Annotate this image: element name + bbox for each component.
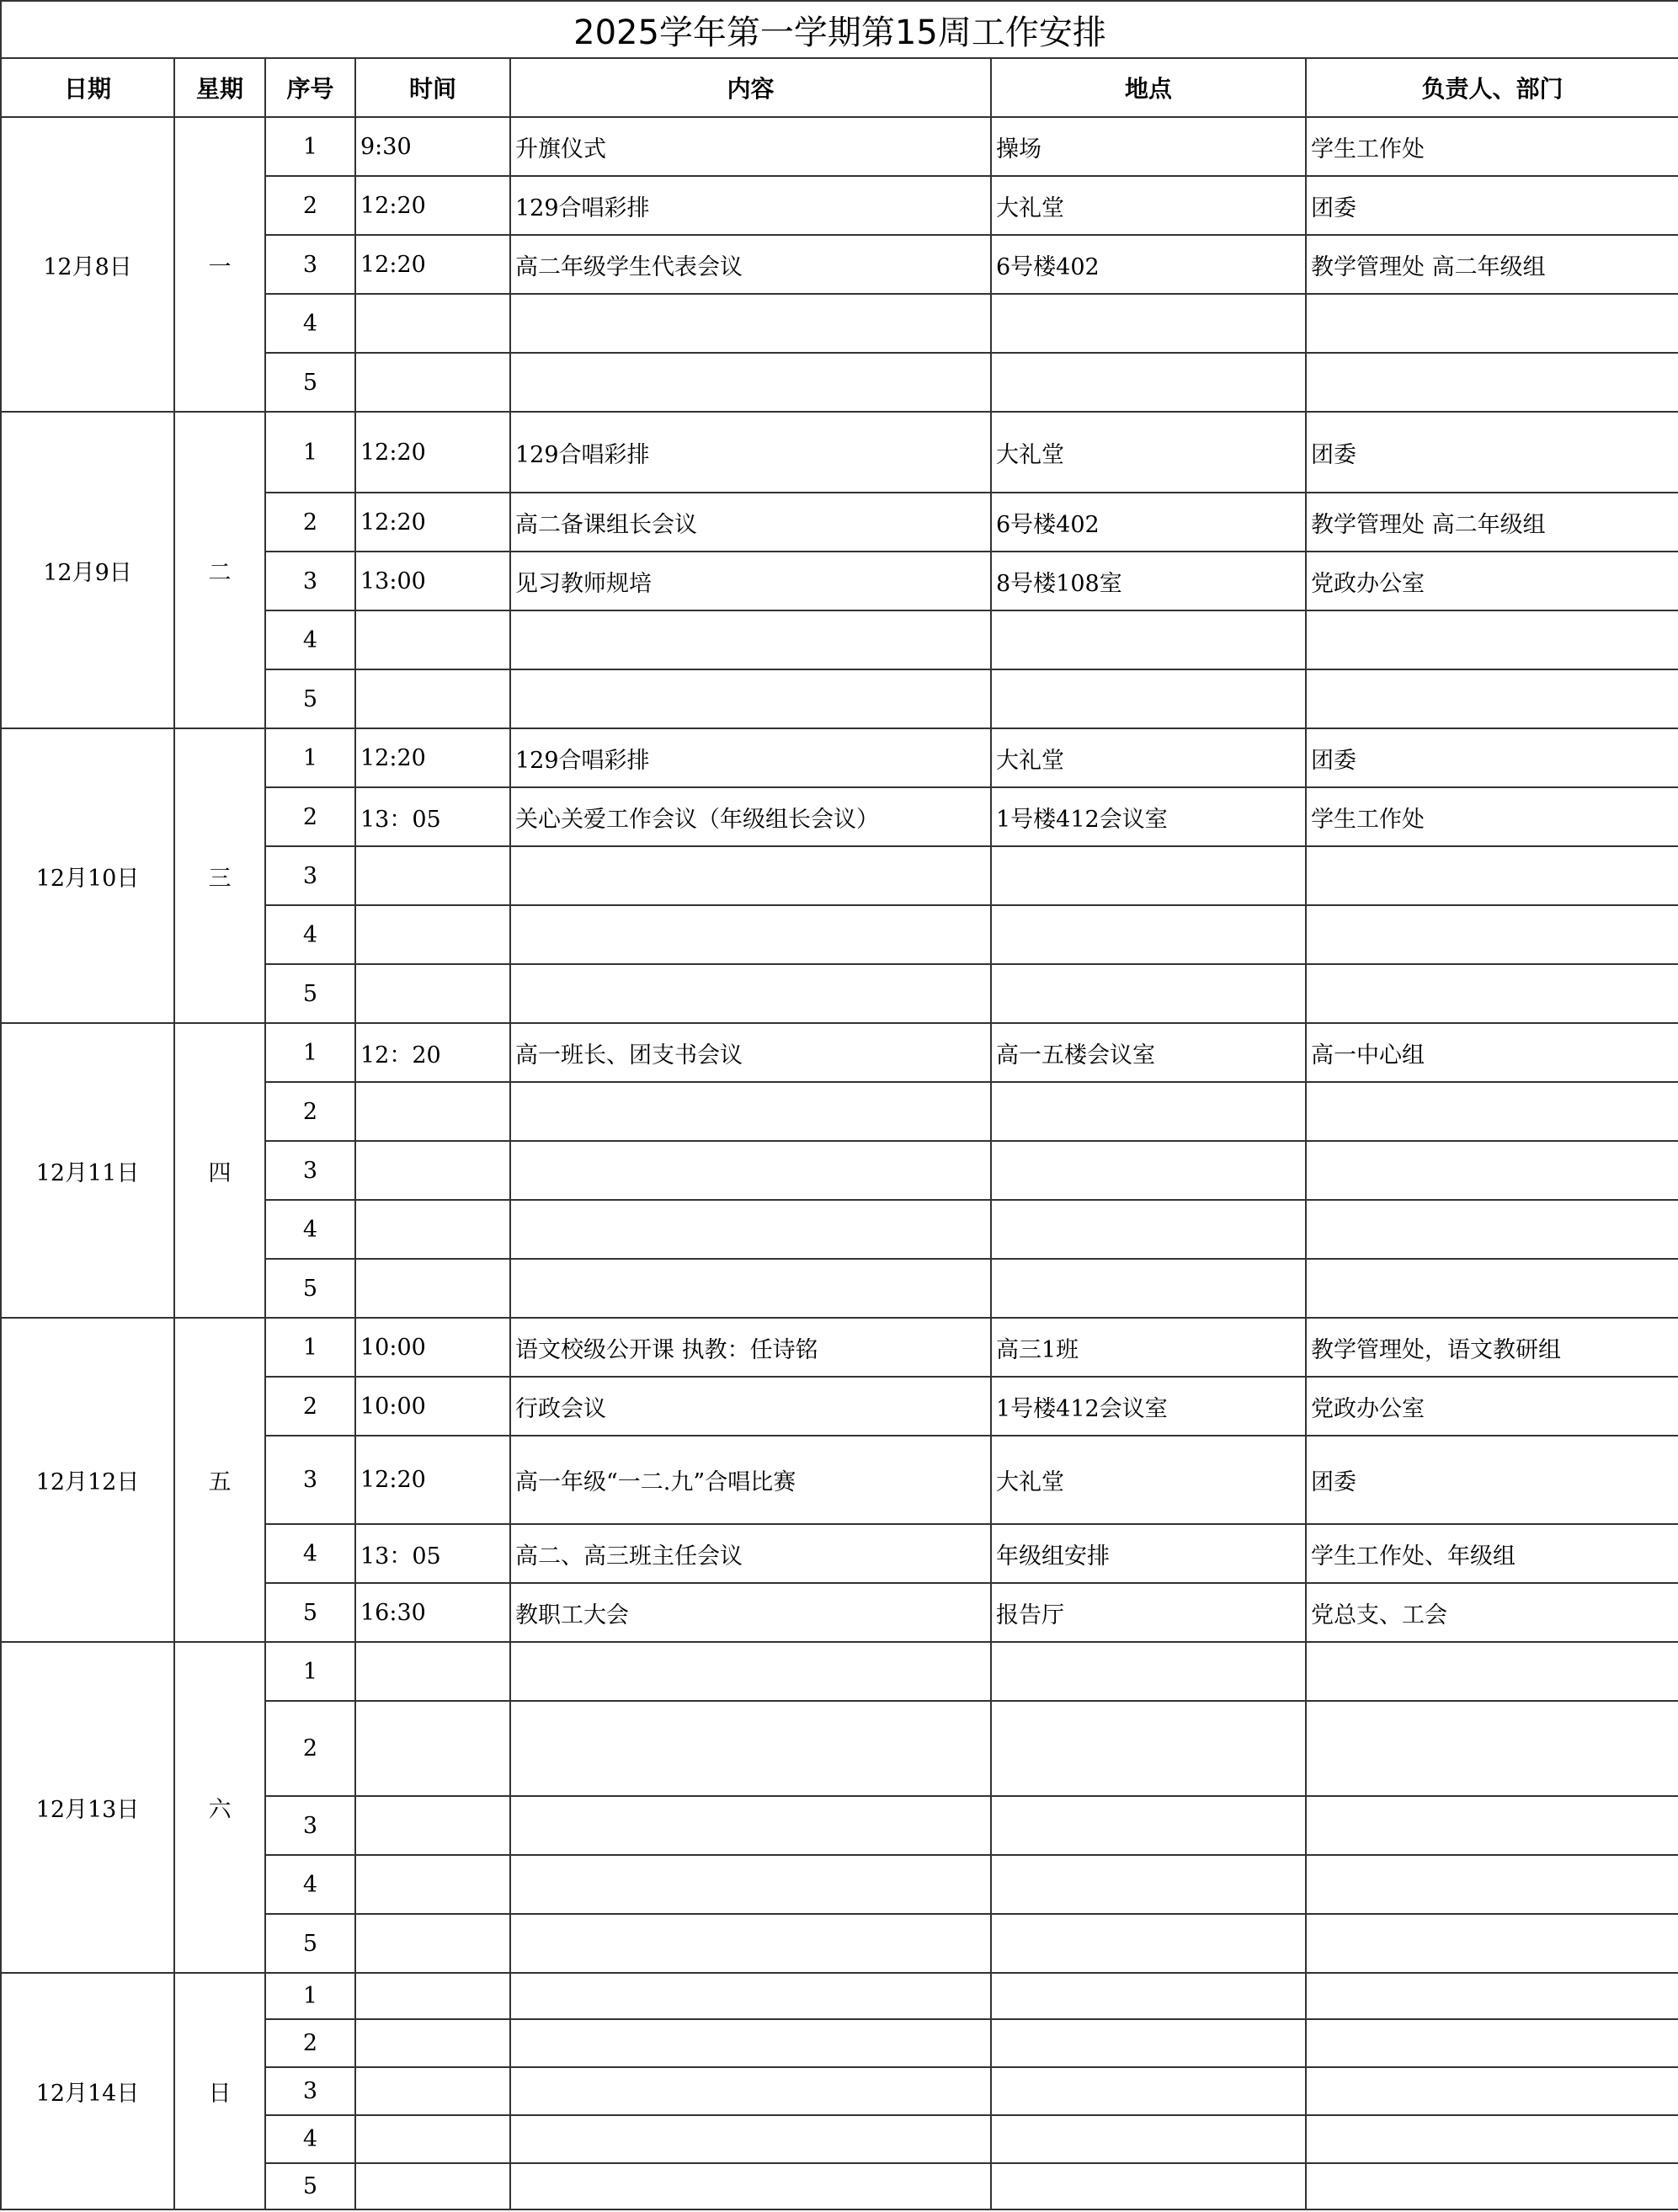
owner-cell: 团委 xyxy=(1306,1436,1678,1524)
date-cell: 12月13日 xyxy=(1,1642,174,1973)
content-cell: 行政会议 xyxy=(510,1377,991,1436)
date-cell: 12月9日 xyxy=(1,412,174,728)
content-cell xyxy=(510,1973,991,2019)
location-cell: 操场 xyxy=(991,117,1306,176)
location-cell xyxy=(991,1701,1306,1796)
content-cell: 高二年级学生代表会议 xyxy=(510,235,991,294)
location-cell: 高一五楼会议室 xyxy=(991,1023,1306,1082)
seq-cell: 4 xyxy=(265,1200,355,1259)
seq-cell: 3 xyxy=(265,235,355,294)
owner-cell xyxy=(1306,1701,1678,1796)
owner-cell xyxy=(1306,1082,1678,1141)
time-cell xyxy=(355,1141,510,1200)
location-cell xyxy=(991,1082,1306,1141)
seq-cell: 2 xyxy=(265,787,355,846)
location-cell xyxy=(991,1259,1306,1318)
content-cell xyxy=(510,1701,991,1796)
content-cell: 129合唱彩排 xyxy=(510,728,991,787)
content-cell: 升旗仪式 xyxy=(510,117,991,176)
location-cell: 1号楼412会议室 xyxy=(991,1377,1306,1436)
seq-cell: 1 xyxy=(265,1642,355,1701)
time-cell xyxy=(355,905,510,964)
seq-cell: 5 xyxy=(265,964,355,1023)
location-cell: 6号楼402 xyxy=(991,235,1306,294)
location-cell xyxy=(991,294,1306,353)
content-cell: 高二备课组长会议 xyxy=(510,493,991,552)
table-row xyxy=(1,1023,1678,1082)
schedule-body xyxy=(1,117,1678,2209)
seq-cell: 1 xyxy=(265,1318,355,1377)
owner-cell xyxy=(1306,669,1678,728)
location-cell xyxy=(991,1796,1306,1855)
owner-cell xyxy=(1306,1141,1678,1200)
time-cell xyxy=(355,1701,510,1796)
time-cell: 12:20 xyxy=(355,728,510,787)
table-row xyxy=(1,1973,1678,2019)
content-cell xyxy=(510,1855,991,1914)
content-cell: 高一班长、团支书会议 xyxy=(510,1023,991,1082)
table-row xyxy=(1,412,1678,493)
table-row xyxy=(1,1318,1678,1377)
seq-cell: 3 xyxy=(265,846,355,905)
content-cell xyxy=(510,2163,991,2209)
owner-cell xyxy=(1306,964,1678,1023)
location-cell: 大礼堂 xyxy=(991,176,1306,235)
content-cell xyxy=(510,2067,991,2115)
date-cell: 12月8日 xyxy=(1,117,174,412)
time-cell: 13：05 xyxy=(355,787,510,846)
owner-cell: 学生工作处、年级组 xyxy=(1306,1524,1678,1583)
location-cell: 报告厅 xyxy=(991,1583,1306,1642)
time-cell: 16:30 xyxy=(355,1583,510,1642)
owner-cell xyxy=(1306,1259,1678,1318)
owner-cell: 教学管理处 高二年级组 xyxy=(1306,493,1678,552)
location-cell xyxy=(991,2019,1306,2067)
time-cell xyxy=(355,1200,510,1259)
content-cell: 见习教师规培 xyxy=(510,552,991,610)
time-cell xyxy=(355,1796,510,1855)
time-cell xyxy=(355,2115,510,2163)
owner-cell xyxy=(1306,2067,1678,2115)
content-cell xyxy=(510,964,991,1023)
owner-cell xyxy=(1306,1200,1678,1259)
seq-cell: 3 xyxy=(265,1436,355,1524)
owner-cell: 教学管理处，语文教研组 xyxy=(1306,1318,1678,1377)
content-cell: 语文校级公开课 执教：任诗铭 xyxy=(510,1318,991,1377)
date-cell: 12月12日 xyxy=(1,1318,174,1642)
location-cell: 大礼堂 xyxy=(991,728,1306,787)
content-cell xyxy=(510,1796,991,1855)
time-cell: 10:00 xyxy=(355,1377,510,1436)
owner-cell: 党政办公室 xyxy=(1306,552,1678,610)
time-cell: 12:20 xyxy=(355,176,510,235)
header-location: 地点 xyxy=(991,58,1306,117)
location-cell: 大礼堂 xyxy=(991,412,1306,493)
owner-cell xyxy=(1306,1642,1678,1701)
content-cell xyxy=(510,2019,991,2067)
location-cell xyxy=(991,353,1306,412)
content-cell xyxy=(510,2115,991,2163)
seq-cell: 2 xyxy=(265,1082,355,1141)
seq-cell: 2 xyxy=(265,1701,355,1796)
owner-cell xyxy=(1306,353,1678,412)
time-cell xyxy=(355,1973,510,2019)
time-cell xyxy=(355,846,510,905)
location-cell xyxy=(991,1642,1306,1701)
seq-cell: 4 xyxy=(265,905,355,964)
seq-cell: 4 xyxy=(265,1855,355,1914)
time-cell: 12:20 xyxy=(355,493,510,552)
owner-cell xyxy=(1306,2019,1678,2067)
content-cell xyxy=(510,353,991,412)
seq-cell: 3 xyxy=(265,2067,355,2115)
owner-cell: 高一中心组 xyxy=(1306,1023,1678,1082)
location-cell xyxy=(991,1141,1306,1200)
seq-cell: 5 xyxy=(265,2163,355,2209)
owner-cell: 学生工作处 xyxy=(1306,117,1678,176)
seq-cell: 3 xyxy=(265,1141,355,1200)
location-cell xyxy=(991,2115,1306,2163)
owner-cell xyxy=(1306,1855,1678,1914)
seq-cell: 5 xyxy=(265,353,355,412)
seq-cell: 2 xyxy=(265,176,355,235)
time-cell: 12：20 xyxy=(355,1023,510,1082)
weekday-cell: 日 xyxy=(174,1973,265,2209)
time-cell xyxy=(355,2067,510,2115)
seq-cell: 2 xyxy=(265,493,355,552)
weekday-cell: 六 xyxy=(174,1642,265,1973)
header-seq: 序号 xyxy=(265,58,355,117)
owner-cell xyxy=(1306,2115,1678,2163)
time-cell: 12:20 xyxy=(355,412,510,493)
content-cell xyxy=(510,669,991,728)
content-cell: 高一年级“一二.九”合唱比赛 xyxy=(510,1436,991,1524)
owner-cell: 党政办公室 xyxy=(1306,1377,1678,1436)
seq-cell: 4 xyxy=(265,2115,355,2163)
owner-cell xyxy=(1306,2163,1678,2209)
owner-cell xyxy=(1306,610,1678,669)
weekday-cell: 五 xyxy=(174,1318,265,1642)
location-cell xyxy=(991,2163,1306,2209)
owner-cell xyxy=(1306,905,1678,964)
location-cell xyxy=(991,669,1306,728)
page-title: 2025学年第一学期第15周工作安排 xyxy=(1,1,1678,58)
content-cell: 关心关爱工作会议（年级组长会议） xyxy=(510,787,991,846)
header-time: 时间 xyxy=(355,58,510,117)
location-cell: 1号楼412会议室 xyxy=(991,787,1306,846)
location-cell xyxy=(991,1855,1306,1914)
owner-cell: 学生工作处 xyxy=(1306,787,1678,846)
time-cell: 10:00 xyxy=(355,1318,510,1377)
seq-cell: 4 xyxy=(265,294,355,353)
table-row xyxy=(1,117,1678,176)
table-row xyxy=(1,728,1678,787)
seq-cell: 3 xyxy=(265,552,355,610)
seq-cell: 5 xyxy=(265,1583,355,1642)
date-cell: 12月11日 xyxy=(1,1023,174,1318)
seq-cell: 1 xyxy=(265,1973,355,2019)
content-cell: 129合唱彩排 xyxy=(510,412,991,493)
time-cell xyxy=(355,294,510,353)
location-cell: 高三1班 xyxy=(991,1318,1306,1377)
location-cell xyxy=(991,846,1306,905)
owner-cell: 团委 xyxy=(1306,176,1678,235)
location-cell xyxy=(991,610,1306,669)
header-content: 内容 xyxy=(510,58,991,117)
content-cell xyxy=(510,1914,991,1973)
owner-cell: 团委 xyxy=(1306,412,1678,493)
time-cell xyxy=(355,610,510,669)
time-cell: 9:30 xyxy=(355,117,510,176)
weekday-cell: 四 xyxy=(174,1023,265,1318)
owner-cell xyxy=(1306,1796,1678,1855)
content-cell xyxy=(510,1200,991,1259)
time-cell xyxy=(355,353,510,412)
seq-cell: 1 xyxy=(265,1023,355,1082)
seq-cell: 2 xyxy=(265,1377,355,1436)
time-cell xyxy=(355,1259,510,1318)
time-cell: 12:20 xyxy=(355,1436,510,1524)
seq-cell: 4 xyxy=(265,1524,355,1583)
header-owner: 负责人、部门 xyxy=(1306,58,1678,117)
content-cell xyxy=(510,846,991,905)
table-row xyxy=(1,1642,1678,1701)
weekday-cell: 一 xyxy=(174,117,265,412)
weekday-cell: 二 xyxy=(174,412,265,728)
time-cell: 13:00 xyxy=(355,552,510,610)
seq-cell: 2 xyxy=(265,2019,355,2067)
time-cell xyxy=(355,1082,510,1141)
location-cell xyxy=(991,964,1306,1023)
seq-cell: 5 xyxy=(265,669,355,728)
owner-cell xyxy=(1306,846,1678,905)
content-cell xyxy=(510,1082,991,1141)
owner-cell xyxy=(1306,1914,1678,1973)
seq-cell: 5 xyxy=(265,1914,355,1973)
owner-cell: 教学管理处 高二年级组 xyxy=(1306,235,1678,294)
header-date: 日期 xyxy=(1,58,174,117)
content-cell: 高二、高三班主任会议 xyxy=(510,1524,991,1583)
header-weekday: 星期 xyxy=(174,58,265,117)
seq-cell: 4 xyxy=(265,610,355,669)
content-cell xyxy=(510,1259,991,1318)
time-cell xyxy=(355,1914,510,1973)
header-row xyxy=(1,58,1678,117)
seq-cell: 1 xyxy=(265,117,355,176)
location-cell xyxy=(991,1200,1306,1259)
owner-cell xyxy=(1306,1973,1678,2019)
weekday-cell: 三 xyxy=(174,728,265,1023)
time-cell xyxy=(355,669,510,728)
content-cell xyxy=(510,905,991,964)
time-cell xyxy=(355,1642,510,1701)
location-cell: 6号楼402 xyxy=(991,493,1306,552)
seq-cell: 3 xyxy=(265,1796,355,1855)
time-cell: 13：05 xyxy=(355,1524,510,1583)
content-cell xyxy=(510,610,991,669)
content-cell xyxy=(510,1642,991,1701)
content-cell: 教职工大会 xyxy=(510,1583,991,1642)
date-cell: 12月14日 xyxy=(1,1973,174,2209)
owner-cell xyxy=(1306,294,1678,353)
time-cell xyxy=(355,964,510,1023)
location-cell: 年级组安排 xyxy=(991,1524,1306,1583)
seq-cell: 1 xyxy=(265,412,355,493)
location-cell xyxy=(991,2067,1306,2115)
location-cell xyxy=(991,905,1306,964)
content-cell xyxy=(510,294,991,353)
location-cell: 8号楼108室 xyxy=(991,552,1306,610)
date-cell: 12月10日 xyxy=(1,728,174,1023)
location-cell xyxy=(991,1914,1306,1973)
location-cell: 大礼堂 xyxy=(991,1436,1306,1524)
seq-cell: 1 xyxy=(265,728,355,787)
location-cell xyxy=(991,1973,1306,2019)
content-cell xyxy=(510,1141,991,1200)
owner-cell: 党总支、工会 xyxy=(1306,1583,1678,1642)
time-cell: 12:20 xyxy=(355,235,510,294)
seq-cell: 5 xyxy=(265,1259,355,1318)
time-cell xyxy=(355,2163,510,2209)
time-cell xyxy=(355,2019,510,2067)
time-cell xyxy=(355,1855,510,1914)
content-cell: 129合唱彩排 xyxy=(510,176,991,235)
owner-cell: 团委 xyxy=(1306,728,1678,787)
